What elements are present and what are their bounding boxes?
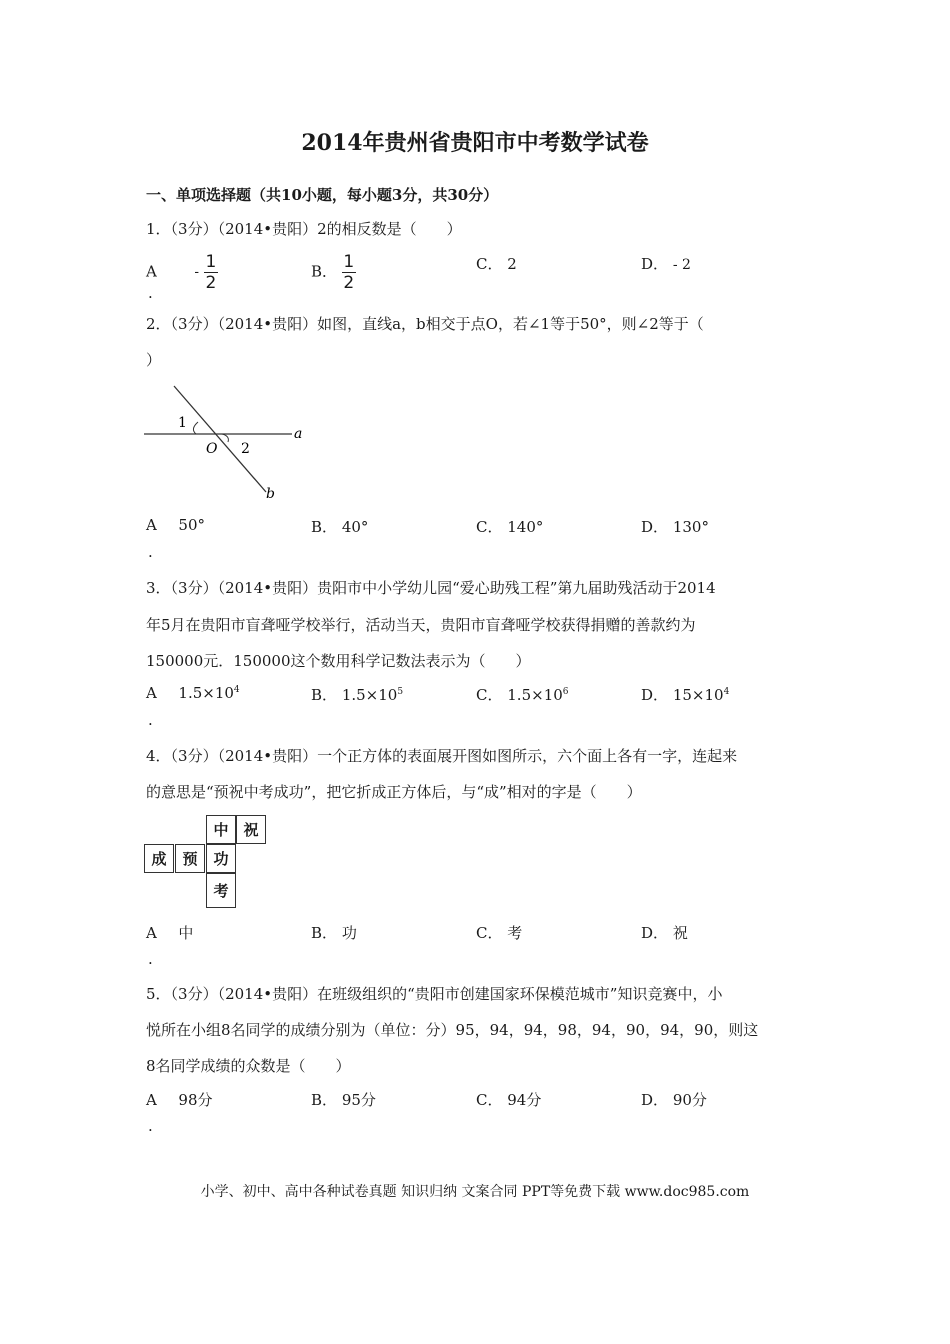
label-o: O [206,441,218,457]
question-2-text: 2．（3分）（2014•贵阳）如图，直线a，b相交于点O，若∠1等于50°，则∠2等于（ [146,315,704,333]
fraction-numerator: 1 [205,252,217,272]
fraction-denominator: 2 [343,273,355,293]
question-4-text: 4．（3分）（2014•贵阳）一个正方体的表面展开图如图所示，六个面上各有一字，连起来 [146,747,738,765]
option-letter: D． [641,1091,669,1109]
option-letter: C． [476,518,503,536]
option-dot: . [148,711,153,729]
option-value: 祝 [672,924,688,942]
option-letter: C． [476,1091,503,1109]
q1-option-b [311,253,356,292]
q2-option-a [146,516,205,534]
q3-option-c [476,684,569,705]
cube-net-figure [144,815,274,910]
option-dot: . [148,284,153,302]
intersecting-lines-figure [140,380,320,505]
option-minus: - [194,265,200,280]
angle-2-arc [222,434,228,442]
q4-option-d [641,922,688,943]
option-value: 2 [507,255,517,273]
net-cell-kao: 考 [206,873,236,908]
q5-option-a [146,1089,213,1110]
option-value: 40° [341,518,369,536]
option-letter: D． [641,686,669,704]
net-cell-zhong: 中 [206,815,236,844]
option-letter: D． [641,924,669,942]
option-letter: B． [311,262,338,281]
page-title: 2014年贵州省贵阳市中考数学试卷 [301,130,649,156]
question-5-text-cont: 8名同学成绩的众数是（ ） [146,1057,351,1075]
option-letter: B． [311,686,338,704]
option-value: - 2 [672,257,691,273]
question-5-text: 5．（3分）（2014•贵阳）在班级组织的“贵阳市创建国家环保模范城市”知识竞赛中，小 [146,985,723,1003]
q3-option-a [146,684,240,702]
option-base: 15×10 [672,686,724,704]
option-exponent: 6 [562,687,569,697]
label-b: b [266,486,275,502]
option-letter: B． [311,924,338,942]
q1-b-fraction [342,253,356,292]
option-letter: A [146,684,157,702]
option-letter: A [146,516,157,534]
option-value: 考 [507,924,523,942]
q2-option-b [311,516,368,537]
label-1: 1 [178,415,187,431]
q3-option-b [311,684,403,705]
option-letter: A [146,924,157,942]
q2-option-d [641,516,709,537]
option-letter: A [146,262,157,281]
option-base: 1.5×10 [507,686,563,704]
q5-option-b [311,1089,376,1110]
question-1-text: 1．（3分）（2014•贵阳）2的相反数是（ ） [146,220,462,238]
question-4-text-cont: 的意思是“预祝中考成功”，把它折成正方体后，与“成”相对的字是（ ） [146,783,642,801]
option-letter: B． [311,1091,338,1109]
q1-a-fraction [204,253,218,292]
option-base: 1.5×10 [178,684,234,702]
option-base: 1.5×10 [341,686,398,704]
question-3-text: 3．（3分）（2014•贵阳）贵阳市中小学幼儿园“爱心助残工程”第九届助残活动于2014 [146,579,716,597]
label-2: 2 [241,441,250,457]
question-3-text-cont: 年5月在贵阳市盲聋哑学校举行，活动当天，贵阳市盲聋哑学校获得捐赠的善款约为 [146,616,696,634]
option-letter: B． [311,518,338,536]
q2-option-c [476,516,543,537]
option-value: 中 [178,924,194,942]
option-letter: D． [641,255,669,273]
q5-option-d [641,1089,707,1110]
option-exponent: 4 [723,687,730,697]
fraction-denominator: 2 [205,273,217,293]
option-dot: . [148,1117,153,1135]
q4-option-b [311,922,357,943]
option-value: 功 [341,924,357,942]
line-b [174,386,266,492]
option-dot: . [148,950,153,968]
option-exponent: 4 [233,685,240,695]
option-letter: C． [476,924,503,942]
option-value: 140° [507,518,544,536]
q3-option-d [641,684,729,705]
option-letter: C． [476,686,503,704]
option-value: 95分 [341,1091,376,1109]
option-letter: C． [476,255,503,273]
page-footer: 小学、初中、高中各种试卷真题 知识归纳 文案合同 PPT等免费下载 www.doc985.com [200,1184,750,1200]
option-value: 98分 [178,1091,213,1109]
q1-option-d [641,253,691,274]
fraction-numerator: 1 [343,252,355,272]
option-dot: . [148,543,153,561]
net-cell-yu: 预 [175,844,205,873]
q1-option-a [146,253,218,292]
option-letter: A [146,1091,157,1109]
net-cell-cheng: 成 [144,844,174,873]
net-cell-zhu: 祝 [236,815,266,844]
q5-option-c [476,1089,541,1110]
q1-option-c [476,253,517,274]
option-value: 90分 [672,1091,707,1109]
option-value: 130° [672,518,709,536]
option-value: 50° [178,516,205,534]
angle-1-arc [193,422,198,434]
option-exponent: 5 [397,687,404,697]
net-cell-gong: 功 [206,844,236,873]
section-heading: 一、单项选择题（共10小题，每小题3分，共30分） [146,186,499,204]
label-a: a [294,426,303,442]
option-value: 94分 [507,1091,542,1109]
q4-option-c [476,922,522,943]
question-5-text-cont: 悦所在小组8名同学的成绩分别为（单位：分）95，94，94，98，94，90，94，90，则这 [146,1021,759,1039]
option-letter: D． [641,518,669,536]
q4-option-a [146,922,193,943]
question-3-text-cont: 150000元．150000这个数用科学记数法表示为（ ） [146,652,531,670]
question-2-text-cont: ） [146,351,162,369]
